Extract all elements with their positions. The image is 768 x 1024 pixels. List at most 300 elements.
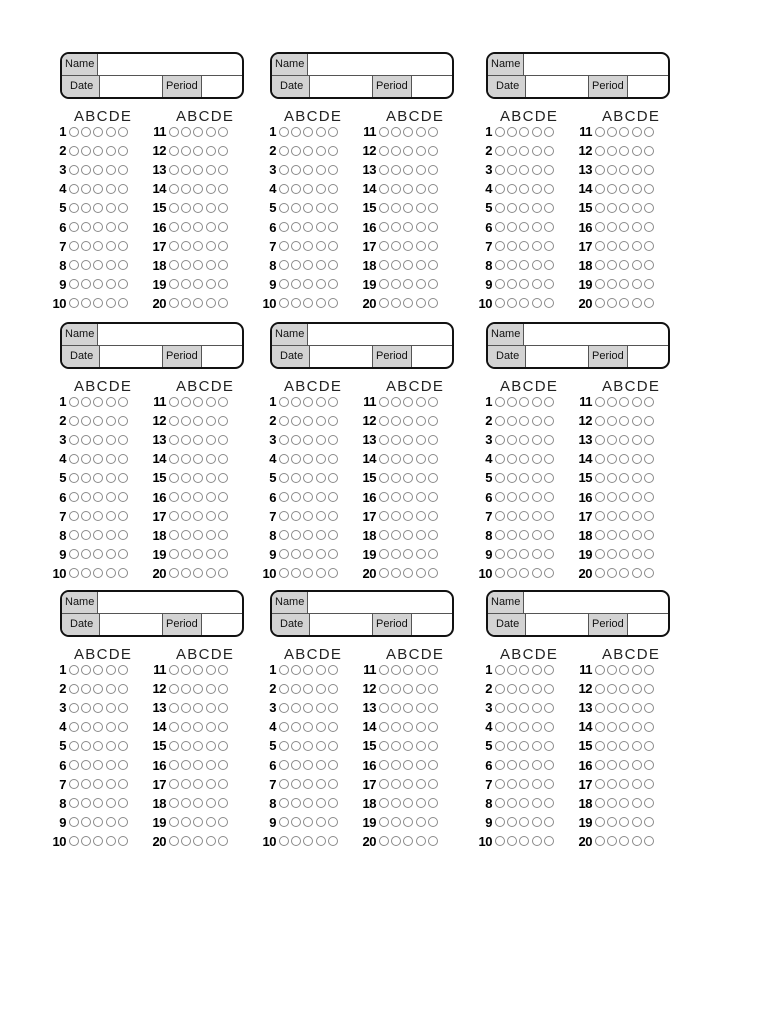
answer-bubble-a[interactable] — [379, 760, 389, 770]
answer-bubble-d[interactable] — [316, 146, 326, 156]
answer-bubble-b[interactable] — [507, 127, 517, 137]
answer-bubble-b[interactable] — [291, 279, 301, 289]
answer-bubble-d[interactable] — [106, 165, 116, 175]
answer-bubble-a[interactable] — [279, 127, 289, 137]
answer-bubble-e[interactable] — [544, 184, 554, 194]
answer-bubble-e[interactable] — [328, 298, 338, 308]
answer-bubble-a[interactable] — [379, 798, 389, 808]
answer-bubble-e[interactable] — [428, 298, 438, 308]
answer-bubble-b[interactable] — [391, 416, 401, 426]
answer-bubble-a[interactable] — [279, 492, 289, 502]
answer-bubble-b[interactable] — [607, 817, 617, 827]
answer-bubble-b[interactable] — [507, 568, 517, 578]
answer-bubble-a[interactable] — [169, 798, 179, 808]
answer-bubble-a[interactable] — [379, 722, 389, 732]
answer-bubble-a[interactable] — [279, 741, 289, 751]
answer-bubble-d[interactable] — [532, 836, 542, 846]
answer-bubble-d[interactable] — [316, 222, 326, 232]
answer-bubble-b[interactable] — [507, 684, 517, 694]
answer-bubble-a[interactable] — [495, 165, 505, 175]
answer-bubble-e[interactable] — [544, 703, 554, 713]
answer-bubble-e[interactable] — [218, 184, 228, 194]
answer-bubble-c[interactable] — [93, 184, 103, 194]
answer-bubble-d[interactable] — [316, 184, 326, 194]
answer-bubble-c[interactable] — [403, 836, 413, 846]
answer-bubble-b[interactable] — [507, 222, 517, 232]
answer-bubble-e[interactable] — [218, 760, 228, 770]
answer-bubble-c[interactable] — [303, 279, 313, 289]
answer-bubble-e[interactable] — [218, 836, 228, 846]
answer-bubble-a[interactable] — [495, 260, 505, 270]
answer-bubble-b[interactable] — [507, 549, 517, 559]
answer-bubble-e[interactable] — [118, 530, 128, 540]
answer-bubble-a[interactable] — [279, 146, 289, 156]
answer-bubble-d[interactable] — [106, 222, 116, 232]
answer-bubble-b[interactable] — [507, 260, 517, 270]
period-field[interactable] — [634, 76, 668, 97]
answer-bubble-d[interactable] — [106, 760, 116, 770]
answer-bubble-c[interactable] — [93, 836, 103, 846]
answer-bubble-d[interactable] — [632, 222, 642, 232]
answer-bubble-a[interactable] — [69, 222, 79, 232]
answer-bubble-b[interactable] — [181, 279, 191, 289]
answer-bubble-a[interactable] — [495, 435, 505, 445]
answer-bubble-d[interactable] — [532, 760, 542, 770]
answer-bubble-a[interactable] — [495, 684, 505, 694]
answer-bubble-e[interactable] — [544, 511, 554, 521]
answer-bubble-a[interactable] — [379, 165, 389, 175]
answer-bubble-e[interactable] — [644, 298, 654, 308]
answer-bubble-a[interactable] — [379, 549, 389, 559]
answer-bubble-e[interactable] — [644, 779, 654, 789]
answer-bubble-e[interactable] — [328, 817, 338, 827]
answer-bubble-d[interactable] — [316, 241, 326, 251]
answer-bubble-b[interactable] — [181, 549, 191, 559]
answer-bubble-a[interactable] — [279, 779, 289, 789]
answer-bubble-a[interactable] — [279, 241, 289, 251]
answer-bubble-d[interactable] — [416, 549, 426, 559]
answer-bubble-e[interactable] — [218, 241, 228, 251]
answer-bubble-a[interactable] — [279, 760, 289, 770]
answer-bubble-d[interactable] — [632, 473, 642, 483]
period-field[interactable] — [208, 76, 242, 97]
answer-bubble-b[interactable] — [81, 741, 91, 751]
answer-bubble-e[interactable] — [218, 798, 228, 808]
answer-bubble-b[interactable] — [507, 435, 517, 445]
answer-bubble-d[interactable] — [416, 836, 426, 846]
answer-bubble-d[interactable] — [206, 492, 216, 502]
answer-bubble-e[interactable] — [644, 184, 654, 194]
answer-bubble-a[interactable] — [595, 260, 605, 270]
answer-bubble-a[interactable] — [595, 703, 605, 713]
answer-bubble-a[interactable] — [69, 798, 79, 808]
answer-bubble-c[interactable] — [619, 511, 629, 521]
answer-bubble-d[interactable] — [416, 703, 426, 713]
answer-bubble-a[interactable] — [279, 473, 289, 483]
answer-bubble-e[interactable] — [544, 260, 554, 270]
answer-bubble-e[interactable] — [328, 741, 338, 751]
answer-bubble-a[interactable] — [595, 454, 605, 464]
answer-bubble-e[interactable] — [544, 127, 554, 137]
answer-bubble-d[interactable] — [316, 397, 326, 407]
answer-bubble-c[interactable] — [519, 530, 529, 540]
answer-bubble-d[interactable] — [532, 397, 542, 407]
answer-bubble-c[interactable] — [193, 722, 203, 732]
answer-bubble-d[interactable] — [532, 127, 542, 137]
answer-bubble-e[interactable] — [118, 222, 128, 232]
answer-bubble-e[interactable] — [544, 298, 554, 308]
answer-bubble-c[interactable] — [619, 836, 629, 846]
period-field[interactable] — [418, 76, 452, 97]
answer-bubble-b[interactable] — [81, 511, 91, 521]
answer-bubble-e[interactable] — [544, 684, 554, 694]
answer-bubble-e[interactable] — [428, 454, 438, 464]
answer-bubble-c[interactable] — [403, 241, 413, 251]
answer-bubble-a[interactable] — [279, 435, 289, 445]
answer-bubble-a[interactable] — [69, 530, 79, 540]
answer-bubble-e[interactable] — [428, 184, 438, 194]
answer-bubble-a[interactable] — [495, 222, 505, 232]
answer-bubble-a[interactable] — [595, 435, 605, 445]
answer-bubble-a[interactable] — [169, 817, 179, 827]
answer-bubble-b[interactable] — [81, 760, 91, 770]
answer-bubble-d[interactable] — [316, 473, 326, 483]
answer-bubble-a[interactable] — [169, 184, 179, 194]
answer-bubble-d[interactable] — [632, 817, 642, 827]
answer-bubble-a[interactable] — [495, 817, 505, 827]
answer-bubble-b[interactable] — [291, 741, 301, 751]
answer-bubble-d[interactable] — [632, 511, 642, 521]
answer-bubble-b[interactable] — [391, 779, 401, 789]
answer-bubble-a[interactable] — [379, 416, 389, 426]
answer-bubble-b[interactable] — [81, 416, 91, 426]
answer-bubble-d[interactable] — [316, 549, 326, 559]
answer-bubble-a[interactable] — [595, 146, 605, 156]
answer-bubble-d[interactable] — [416, 760, 426, 770]
answer-bubble-e[interactable] — [218, 222, 228, 232]
answer-bubble-d[interactable] — [206, 760, 216, 770]
answer-bubble-b[interactable] — [81, 703, 91, 713]
answer-bubble-b[interactable] — [507, 454, 517, 464]
answer-bubble-e[interactable] — [328, 473, 338, 483]
answer-bubble-d[interactable] — [632, 549, 642, 559]
answer-bubble-d[interactable] — [532, 279, 542, 289]
name-field[interactable] — [530, 54, 668, 75]
answer-bubble-c[interactable] — [303, 549, 313, 559]
answer-bubble-e[interactable] — [428, 435, 438, 445]
answer-bubble-a[interactable] — [595, 665, 605, 675]
answer-bubble-a[interactable] — [279, 298, 289, 308]
answer-bubble-e[interactable] — [544, 146, 554, 156]
date-field[interactable] — [110, 346, 162, 367]
answer-bubble-c[interactable] — [303, 779, 313, 789]
answer-bubble-c[interactable] — [619, 760, 629, 770]
answer-bubble-d[interactable] — [316, 454, 326, 464]
answer-bubble-d[interactable] — [316, 760, 326, 770]
answer-bubble-c[interactable] — [403, 435, 413, 445]
answer-bubble-b[interactable] — [81, 397, 91, 407]
answer-bubble-d[interactable] — [416, 473, 426, 483]
answer-bubble-a[interactable] — [595, 165, 605, 175]
answer-bubble-c[interactable] — [303, 473, 313, 483]
answer-bubble-c[interactable] — [303, 665, 313, 675]
answer-bubble-e[interactable] — [328, 222, 338, 232]
answer-bubble-e[interactable] — [644, 836, 654, 846]
answer-bubble-a[interactable] — [595, 184, 605, 194]
answer-bubble-e[interactable] — [428, 473, 438, 483]
answer-bubble-d[interactable] — [206, 511, 216, 521]
answer-bubble-e[interactable] — [544, 530, 554, 540]
answer-bubble-c[interactable] — [93, 298, 103, 308]
answer-bubble-a[interactable] — [279, 203, 289, 213]
answer-bubble-e[interactable] — [118, 549, 128, 559]
answer-bubble-d[interactable] — [206, 241, 216, 251]
answer-bubble-e[interactable] — [644, 684, 654, 694]
answer-bubble-c[interactable] — [519, 127, 529, 137]
answer-bubble-b[interactable] — [291, 260, 301, 270]
answer-bubble-a[interactable] — [279, 260, 289, 270]
answer-bubble-a[interactable] — [379, 703, 389, 713]
answer-bubble-a[interactable] — [279, 511, 289, 521]
answer-bubble-b[interactable] — [607, 298, 617, 308]
answer-bubble-c[interactable] — [193, 779, 203, 789]
answer-bubble-a[interactable] — [379, 530, 389, 540]
answer-bubble-a[interactable] — [69, 298, 79, 308]
answer-bubble-d[interactable] — [416, 798, 426, 808]
answer-bubble-a[interactable] — [595, 397, 605, 407]
answer-bubble-e[interactable] — [644, 279, 654, 289]
answer-bubble-c[interactable] — [619, 416, 629, 426]
answer-bubble-a[interactable] — [169, 165, 179, 175]
answer-bubble-d[interactable] — [206, 703, 216, 713]
answer-bubble-e[interactable] — [218, 549, 228, 559]
answer-bubble-e[interactable] — [118, 279, 128, 289]
answer-bubble-e[interactable] — [428, 279, 438, 289]
answer-bubble-c[interactable] — [193, 279, 203, 289]
answer-bubble-b[interactable] — [607, 779, 617, 789]
answer-bubble-b[interactable] — [391, 435, 401, 445]
answer-bubble-e[interactable] — [544, 241, 554, 251]
answer-bubble-c[interactable] — [93, 473, 103, 483]
answer-bubble-c[interactable] — [519, 665, 529, 675]
answer-bubble-b[interactable] — [391, 549, 401, 559]
answer-bubble-d[interactable] — [632, 530, 642, 540]
answer-bubble-c[interactable] — [303, 760, 313, 770]
answer-bubble-e[interactable] — [428, 492, 438, 502]
answer-bubble-e[interactable] — [428, 511, 438, 521]
answer-bubble-e[interactable] — [328, 416, 338, 426]
answer-bubble-b[interactable] — [81, 241, 91, 251]
answer-bubble-c[interactable] — [93, 741, 103, 751]
answer-bubble-a[interactable] — [379, 203, 389, 213]
answer-bubble-c[interactable] — [93, 241, 103, 251]
answer-bubble-b[interactable] — [507, 530, 517, 540]
name-field[interactable] — [314, 592, 452, 613]
answer-bubble-c[interactable] — [403, 416, 413, 426]
answer-bubble-e[interactable] — [544, 741, 554, 751]
answer-bubble-a[interactable] — [379, 222, 389, 232]
answer-bubble-e[interactable] — [428, 549, 438, 559]
answer-bubble-b[interactable] — [181, 473, 191, 483]
answer-bubble-c[interactable] — [193, 511, 203, 521]
answer-bubble-d[interactable] — [532, 260, 542, 270]
answer-bubble-e[interactable] — [218, 165, 228, 175]
answer-bubble-b[interactable] — [181, 741, 191, 751]
answer-bubble-e[interactable] — [328, 549, 338, 559]
answer-bubble-b[interactable] — [391, 397, 401, 407]
answer-bubble-c[interactable] — [403, 260, 413, 270]
answer-bubble-a[interactable] — [379, 492, 389, 502]
answer-bubble-b[interactable] — [507, 416, 517, 426]
answer-bubble-b[interactable] — [181, 397, 191, 407]
answer-bubble-d[interactable] — [106, 703, 116, 713]
name-field[interactable] — [530, 592, 668, 613]
answer-bubble-b[interactable] — [607, 684, 617, 694]
answer-bubble-e[interactable] — [118, 416, 128, 426]
answer-bubble-b[interactable] — [181, 722, 191, 732]
answer-bubble-e[interactable] — [644, 222, 654, 232]
answer-bubble-e[interactable] — [118, 836, 128, 846]
answer-bubble-a[interactable] — [69, 741, 79, 751]
answer-bubble-a[interactable] — [279, 817, 289, 827]
answer-bubble-c[interactable] — [619, 165, 629, 175]
answer-bubble-a[interactable] — [379, 473, 389, 483]
answer-bubble-c[interactable] — [193, 684, 203, 694]
answer-bubble-b[interactable] — [607, 203, 617, 213]
answer-bubble-c[interactable] — [303, 492, 313, 502]
answer-bubble-d[interactable] — [206, 568, 216, 578]
answer-bubble-a[interactable] — [595, 222, 605, 232]
answer-bubble-c[interactable] — [619, 454, 629, 464]
answer-bubble-c[interactable] — [619, 703, 629, 713]
answer-bubble-c[interactable] — [193, 298, 203, 308]
answer-bubble-c[interactable] — [303, 298, 313, 308]
answer-bubble-b[interactable] — [291, 760, 301, 770]
answer-bubble-d[interactable] — [316, 722, 326, 732]
answer-bubble-d[interactable] — [106, 184, 116, 194]
answer-bubble-c[interactable] — [403, 127, 413, 137]
answer-bubble-a[interactable] — [69, 397, 79, 407]
answer-bubble-b[interactable] — [607, 397, 617, 407]
name-field[interactable] — [314, 324, 452, 345]
answer-bubble-b[interactable] — [507, 722, 517, 732]
answer-bubble-c[interactable] — [619, 722, 629, 732]
answer-bubble-d[interactable] — [632, 279, 642, 289]
answer-bubble-d[interactable] — [532, 146, 542, 156]
answer-bubble-d[interactable] — [206, 298, 216, 308]
answer-bubble-e[interactable] — [544, 279, 554, 289]
answer-bubble-b[interactable] — [607, 127, 617, 137]
answer-bubble-e[interactable] — [118, 184, 128, 194]
answer-bubble-c[interactable] — [193, 435, 203, 445]
answer-bubble-a[interactable] — [69, 146, 79, 156]
answer-bubble-c[interactable] — [619, 684, 629, 694]
answer-bubble-c[interactable] — [619, 817, 629, 827]
answer-bubble-c[interactable] — [403, 684, 413, 694]
answer-bubble-c[interactable] — [193, 165, 203, 175]
answer-bubble-a[interactable] — [169, 127, 179, 137]
answer-bubble-e[interactable] — [428, 165, 438, 175]
answer-bubble-e[interactable] — [544, 549, 554, 559]
answer-bubble-e[interactable] — [428, 836, 438, 846]
answer-bubble-a[interactable] — [169, 298, 179, 308]
answer-bubble-b[interactable] — [391, 741, 401, 751]
answer-bubble-e[interactable] — [328, 184, 338, 194]
answer-bubble-c[interactable] — [93, 435, 103, 445]
answer-bubble-d[interactable] — [632, 722, 642, 732]
answer-bubble-a[interactable] — [69, 836, 79, 846]
answer-bubble-a[interactable] — [279, 703, 289, 713]
answer-bubble-e[interactable] — [218, 435, 228, 445]
answer-bubble-b[interactable] — [507, 779, 517, 789]
answer-bubble-e[interactable] — [544, 397, 554, 407]
answer-bubble-e[interactable] — [118, 165, 128, 175]
answer-bubble-d[interactable] — [206, 741, 216, 751]
answer-bubble-e[interactable] — [328, 836, 338, 846]
answer-bubble-b[interactable] — [391, 260, 401, 270]
answer-bubble-c[interactable] — [303, 203, 313, 213]
answer-bubble-b[interactable] — [391, 665, 401, 675]
answer-bubble-e[interactable] — [118, 473, 128, 483]
answer-bubble-e[interactable] — [544, 760, 554, 770]
answer-bubble-e[interactable] — [328, 665, 338, 675]
answer-bubble-d[interactable] — [532, 184, 542, 194]
answer-bubble-b[interactable] — [291, 779, 301, 789]
answer-bubble-b[interactable] — [181, 817, 191, 827]
answer-bubble-a[interactable] — [279, 454, 289, 464]
answer-bubble-b[interactable] — [181, 165, 191, 175]
answer-bubble-d[interactable] — [316, 435, 326, 445]
answer-bubble-b[interactable] — [607, 722, 617, 732]
answer-bubble-d[interactable] — [632, 454, 642, 464]
answer-bubble-e[interactable] — [218, 473, 228, 483]
answer-bubble-d[interactable] — [106, 298, 116, 308]
answer-bubble-c[interactable] — [303, 184, 313, 194]
answer-bubble-c[interactable] — [93, 817, 103, 827]
answer-bubble-a[interactable] — [69, 665, 79, 675]
answer-bubble-d[interactable] — [632, 127, 642, 137]
answer-bubble-c[interactable] — [93, 779, 103, 789]
answer-bubble-c[interactable] — [519, 511, 529, 521]
answer-bubble-d[interactable] — [316, 836, 326, 846]
answer-bubble-d[interactable] — [416, 511, 426, 521]
answer-bubble-c[interactable] — [519, 146, 529, 156]
answer-bubble-d[interactable] — [206, 127, 216, 137]
answer-bubble-d[interactable] — [106, 203, 116, 213]
answer-bubble-b[interactable] — [607, 549, 617, 559]
answer-bubble-e[interactable] — [544, 454, 554, 464]
answer-bubble-c[interactable] — [193, 473, 203, 483]
answer-bubble-e[interactable] — [644, 703, 654, 713]
answer-bubble-d[interactable] — [532, 549, 542, 559]
answer-bubble-a[interactable] — [495, 779, 505, 789]
answer-bubble-a[interactable] — [495, 741, 505, 751]
answer-bubble-c[interactable] — [403, 530, 413, 540]
answer-bubble-d[interactable] — [106, 397, 116, 407]
answer-bubble-b[interactable] — [607, 760, 617, 770]
answer-bubble-a[interactable] — [169, 549, 179, 559]
answer-bubble-e[interactable] — [218, 454, 228, 464]
answer-bubble-e[interactable] — [218, 684, 228, 694]
answer-bubble-a[interactable] — [595, 549, 605, 559]
answer-bubble-e[interactable] — [118, 146, 128, 156]
answer-bubble-e[interactable] — [118, 779, 128, 789]
answer-bubble-a[interactable] — [69, 203, 79, 213]
name-field[interactable] — [104, 324, 242, 345]
answer-bubble-b[interactable] — [291, 492, 301, 502]
answer-bubble-a[interactable] — [495, 722, 505, 732]
answer-bubble-d[interactable] — [106, 836, 116, 846]
